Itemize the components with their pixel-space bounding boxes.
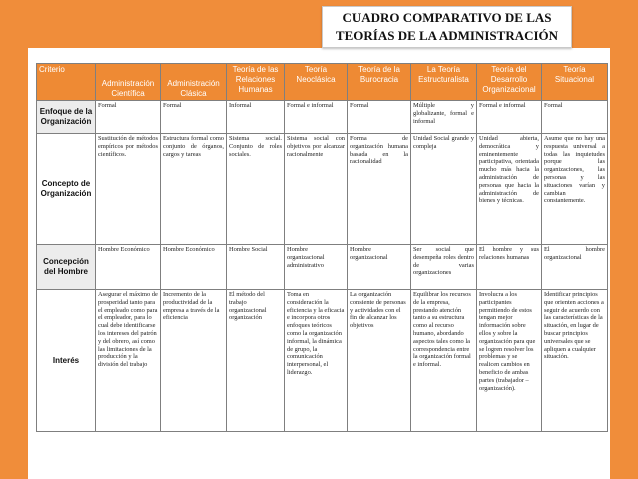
- table-cell: Toma en consideración la eficiencia y la eficacia e incorpora otros enfoques teóricos como la organización informal, la dinámica de grupo, la comunicación interpersonal, el liderazgo.: [285, 290, 348, 432]
- table-cell: El hombre y sus relaciones humanas: [477, 245, 542, 290]
- header-desarrollo-organizacional: Teoría del Desarrollo Organizacional: [477, 64, 542, 101]
- table-cell: Sustitución de métodos empíricos por métodos científicos.: [96, 134, 161, 245]
- table-cell: Formal: [96, 101, 161, 134]
- table-row: [37, 245, 608, 290]
- comparison-table: [36, 63, 608, 432]
- row-label-concepcion: Concepción del Hombre: [37, 245, 96, 290]
- table-cell: Formal e informal: [477, 101, 542, 134]
- header-neoclasica: Teoría Neoclásica: [285, 64, 348, 101]
- table-row: [37, 101, 608, 134]
- table-cell: Formal: [161, 101, 227, 134]
- table-cell: Formal e informal: [285, 101, 348, 134]
- table-cell: Unidad abierta, democrática y eminentemente participativa, orientada mucho más hacia la administración de personas que hacia la administración de bienes y técnicas.: [477, 134, 542, 245]
- table-cell: Asegurar el máximo de prosperidad tanto para el empleado como para el empleador, para lo cual debe identificarse los intereses del patrón y del obrero, así como las limitaciones de la producción y la división del trabajo: [96, 290, 161, 432]
- table-row: [37, 134, 608, 245]
- table-cell: Forma de organización humana basada en la racionalidad: [348, 134, 411, 245]
- table-cell: Ser social que desempeña roles dentro de varias organizaciones: [411, 245, 477, 290]
- table-cell: Hombre Económico: [161, 245, 227, 290]
- header-situacional: Teoría Situacional: [542, 64, 608, 101]
- table-cell: Hombre organizacional administrativo: [285, 245, 348, 290]
- slide-title: [322, 6, 572, 48]
- table-cell: Incremento de la productividad de la empresa a través de la eficiencia: [161, 290, 227, 432]
- table-cell: Formal: [542, 101, 608, 134]
- table-cell: Hombre Económico: [96, 245, 161, 290]
- header-clasica: Administración Clásica: [161, 64, 227, 101]
- table-row: [37, 290, 608, 432]
- table-cell: Asume que no hay una respuesta universal a todas las inquietudes porque las organizaciones, las personas y las situaciones varían y cambian constantemente.: [542, 134, 608, 245]
- header-row: [37, 64, 608, 101]
- table-cell: Sistema social. Conjunto de roles sociales.: [227, 134, 285, 245]
- table-cell: El hombre organizacional: [542, 245, 608, 290]
- header-estructuralista: La Teoría Estructuralista: [411, 64, 477, 101]
- header-criterio: Criterio: [37, 64, 96, 101]
- table-cell: Estructura formal como conjunto de órganos, cargos y tareas: [161, 134, 227, 245]
- header-relaciones-humanas: Teoría de las Relaciones Humanas: [227, 64, 285, 101]
- table-cell: Múltiple y globalizante, formal e informal: [411, 101, 477, 134]
- table-cell: Involucra a los participantes permitiendo de estos tengan mejor información sobre ellos y sobre la organización para que se logren resolver los problemas y se realicen cambios en beneficio de ambas partes (trabajador – organización).: [477, 290, 542, 432]
- header-burocracia: Teoría de la Burocracia: [348, 64, 411, 101]
- table-cell: El método del trabajo organizacional organización: [227, 290, 285, 432]
- table-cell: Formal: [348, 101, 411, 134]
- table-cell: Identificar principios que orienten acciones a seguir de acuerdo con las características de la situación, en lugar de buscar principios universales que se apliquen a cualquier situación.: [542, 290, 608, 432]
- table-cell: Equilibrar los recursos de la empresa, prestando atención tanto a su estructura como al recurso humano, abordando aspectos tales como la correspondencia entre la organización formal e informal.: [411, 290, 477, 432]
- table-cell: La organización consiente de personas y actividades con el fin de alcanzar los objetivos: [348, 290, 411, 432]
- title-line-2: TEORÍAS DE LA ADMINISTRACIÓN: [335, 28, 559, 43]
- row-label-enfoque: Enfoque de la Organización: [37, 101, 96, 134]
- row-label-concepto: Concepto de Organización: [37, 134, 96, 245]
- table-cell: Informal: [227, 101, 285, 134]
- table-cell: Hombre Social: [227, 245, 285, 290]
- header-cientifica: Administración Científica: [96, 64, 161, 101]
- title-line-1: CUADRO COMPARATIVO DE LAS: [342, 10, 552, 25]
- row-label-interes: Interés: [37, 290, 96, 432]
- table-cell: Sistema social con objetivos por alcanzar racionalmente: [285, 134, 348, 245]
- table-cell: Unidad Social grande y compleja: [411, 134, 477, 245]
- table-cell: Hombre organizacional: [348, 245, 411, 290]
